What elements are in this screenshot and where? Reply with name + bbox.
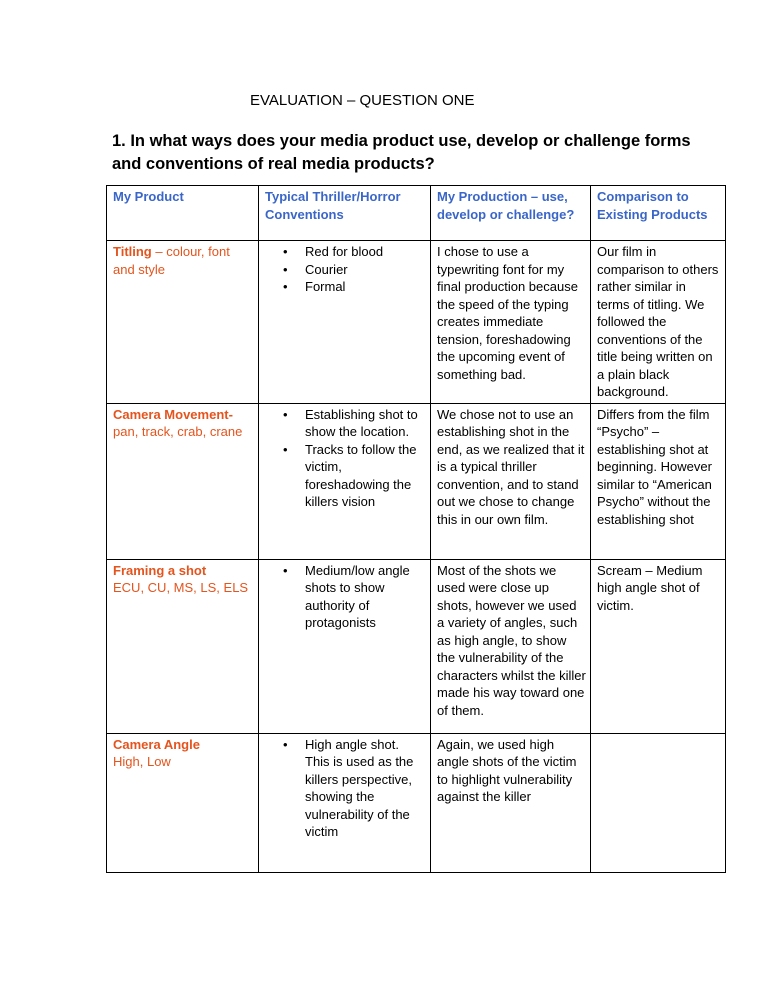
list-item: • Establishing shot to show the location. <box>305 406 426 441</box>
list-item: • Formal <box>305 278 426 296</box>
conventions-list <box>265 562 426 632</box>
question-text: 1. In what ways does your media product use, develop or challenge forms and conventions of real media products? <box>112 132 691 173</box>
conventions-cell <box>259 241 431 404</box>
product-title: Titling <box>113 244 152 259</box>
product-cell <box>107 559 259 733</box>
comparison-cell: Our film in comparison to others rather similar in terms of titling. We followed the conventions of the title being written on a plain black background. <box>591 241 726 404</box>
list-item: • High angle shot. This is used as the killers perspective, showing the vulnerability of the victim <box>305 736 426 841</box>
header-my-production: My Production – use, develop or challenge? <box>431 186 591 241</box>
list-item: • Tracks to follow the victim, foreshadowing the killers vision <box>305 441 426 511</box>
page-title: EVALUATION – QUESTION ONE <box>250 92 475 109</box>
product-title: Camera Movement- <box>113 406 233 422</box>
product-cell <box>107 733 259 872</box>
header-conventions: Typical Thriller/Horror Conventions <box>259 186 431 241</box>
list-item: • Medium/low angle shots to show authority of protagonists <box>305 562 426 632</box>
product-cell <box>107 403 259 559</box>
table-row <box>107 559 726 733</box>
list-item: • Courier <box>305 261 426 279</box>
production-cell: I chose to use a typewriting font for my final production because the speed of the typing creates immediate tension, foreshadowing the upcoming event of something bad. <box>431 241 591 404</box>
product-cell <box>107 241 259 404</box>
header-my-product: My Product <box>107 186 259 241</box>
conventions-cell <box>259 403 431 559</box>
product-title: Camera Angle <box>113 736 200 752</box>
table-header-row <box>107 186 726 241</box>
production-cell: We chose not to use an establishing shot in the end, as we realized that it is a typical thriller convention, and to stand out we chose to change this in our own film. <box>431 403 591 559</box>
production-cell: Most of the shots we used were close up shots, however we used a variety of angles, such as high angle, to show the vulnerability of the characters whilst the killer made his way toward one of them. <box>431 559 591 733</box>
conventions-list <box>265 406 426 511</box>
table-row <box>107 241 726 404</box>
table-row <box>107 403 726 559</box>
comparison-cell <box>591 733 726 872</box>
product-detail: – colour, font and style <box>113 244 230 277</box>
product-title: Framing a shot <box>113 562 207 578</box>
comparison-cell: Differs from the film “Psycho” – establishing shot at beginning. However similar to “American Psycho” without the establishing shot <box>591 403 726 559</box>
evaluation-table <box>106 185 726 873</box>
header-comparison: Comparison to Existing Products <box>591 186 726 241</box>
conventions-list <box>265 736 426 841</box>
product-detail: High, Low <box>113 754 171 769</box>
list-item: • Red for blood <box>305 243 426 261</box>
conventions-cell <box>259 733 431 872</box>
conventions-list <box>265 243 426 296</box>
comparison-cell: Scream – Medium high angle shot of victim. <box>591 559 726 733</box>
production-cell: Again, we used high angle shots of the victim to highlight vulnerability against the killer <box>431 733 591 872</box>
product-detail: ECU, CU, MS, LS, ELS <box>113 580 249 595</box>
conventions-cell <box>259 559 431 733</box>
product-detail: pan, track, crab, crane <box>113 424 243 439</box>
table-row <box>107 733 726 872</box>
